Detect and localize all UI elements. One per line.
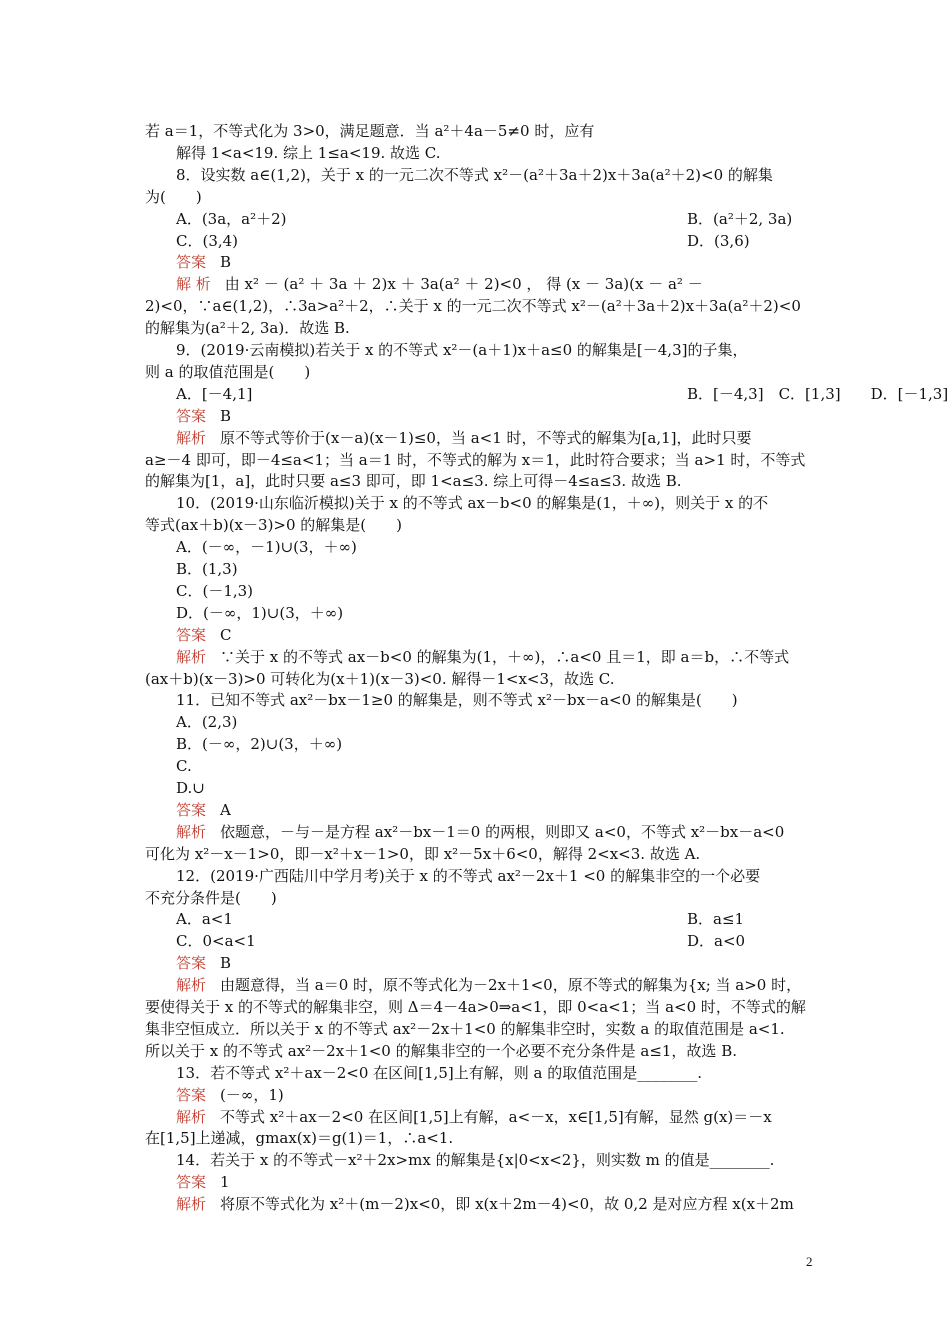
line-text: 13．若不等式 x²＋ax－2<0 在区间[1,5]上有解，则 a 的取值范围是________. [176, 1063, 702, 1082]
analysis-label: 解析 [176, 822, 207, 841]
answer-label: 答案 [176, 954, 207, 973]
text-line [145, 318, 825, 338]
line-text: ∵关于 x 的不等式 ax－b<0 的解集为(1，＋∞)，∴a<0 且＝1，即 a＝b，∴不等式 [220, 647, 790, 666]
line-text: C. [176, 757, 192, 776]
line-text: D.∪ [176, 779, 205, 797]
line-text: 不充分条件是( ) [145, 888, 277, 907]
answer-label: 答案 [176, 406, 207, 425]
line-text: 11．已知不等式 ax²－bx－1≥0 的解集是，则不等式 x²－bx－a<0 的解集是( ) [176, 691, 738, 710]
text-line [176, 537, 856, 557]
text-line [176, 428, 856, 448]
text-line [145, 471, 825, 491]
line-text: B．(－∞，2)∪(3，＋∞) [176, 735, 343, 754]
text-line [145, 515, 825, 535]
line-text: B．(1,3) [176, 560, 238, 578]
line-text: 依题意，－与－是方程 ax²－bx－1＝0 的两根，则即又 a<0，不等式 x²－bx－a<0 [220, 822, 785, 841]
line-text: 14．若关于 x 的不等式－x²＋2x>mx 的解集是{x|0<x<2}，则实数 m 的值是________. [176, 1151, 775, 1170]
line-text: 原不等式等价于(x－a)(x－1)≤0，当 a<1 时，不等式的解集为[a,1]，此时只要 [220, 428, 752, 447]
text-line [176, 165, 856, 185]
line-text: 8．设实数 a∈(1,2)，关于 x 的一元二次不等式 x²－(a²＋3a＋2)x＋3a(a²＋2)<0 的解集 [176, 165, 773, 184]
text-line [176, 1085, 856, 1105]
text-line [176, 625, 856, 645]
option-right-column: B．(a²＋2, 3a) [687, 209, 793, 228]
analysis-label: 解析 [176, 976, 207, 995]
text-line [176, 756, 856, 776]
line-text: A．[－4,1] [176, 384, 253, 403]
line-text: 10．(2019·山东临沂模拟)关于 x 的不等式 ax－b<0 的解集是(1，＋∞)，则关于 x 的不 [176, 494, 769, 513]
text-line [176, 822, 856, 842]
line-text: 集非空恒成立．所以关于 x 的不等式 ax²－2x＋1<0 的解集非空时，实数 a 的取值范围是 a<1. [145, 1019, 785, 1038]
line-text: B [220, 253, 232, 272]
line-text: C．(3,4) [176, 231, 239, 250]
line-text: A．a<1 [176, 910, 233, 929]
line-text: 由题意得，当 a＝0 时，原不等式化为－2x＋1<0，原不等式的解集为{x; 当 a>0 时， [220, 976, 802, 995]
line-text: 在[1,5]上递减，gmax(x)＝g(1)＝1，∴a<1. [145, 1129, 454, 1148]
line-text: 要使得关于 x 的不等式的解集非空，则 Δ＝4－4a>0⇒a<1，即 0<a<1；当 a<0 时，不等式的解 [145, 998, 806, 1016]
line-text: 所以关于 x 的不等式 ax²－2x＋1<0 的解集非空的一个必要不充分条件是 a≤1，故选 B. [145, 1041, 737, 1060]
text-line [145, 669, 825, 689]
line-text: (ax＋b)(x－3)>0 可转化为(x＋1)(x－3)<0. 解得－1<x<3，故选 C. [145, 669, 615, 688]
text-line [176, 690, 856, 710]
text-line [145, 1041, 825, 1061]
text-line [176, 274, 856, 294]
text-line [176, 1150, 856, 1170]
line-text: 的解集为(a²＋2, 3a)．故选 B. [145, 319, 350, 338]
line-text: 不等式 x²＋ax－2<0 在区间[1,5]上有解，a<－x，x∈[1,5]有解，显然 g(x)＝－x [220, 1107, 772, 1126]
text-line [145, 187, 825, 207]
analysis-label: 解析 [176, 428, 207, 447]
line-text: 1 [220, 1173, 230, 1192]
text-line [176, 1194, 856, 1214]
line-text: 可化为 x²－x－1>0，即－x²＋x－1>0，即 x²－5x＋6<0，解得 2<x<3. 故选 A. [145, 844, 701, 863]
line-text: C [220, 625, 232, 644]
text-line [145, 450, 825, 470]
text-line [176, 143, 856, 163]
option-right-column: D．a<0 [687, 932, 746, 951]
text-line [176, 252, 856, 272]
text-line [176, 931, 856, 951]
line-text: B [220, 954, 232, 973]
page-number: 2 [806, 1254, 813, 1269]
analysis-label: 解析 [176, 647, 207, 666]
text-line [176, 559, 856, 579]
text-line [145, 1019, 825, 1039]
line-text: C．0<a<1 [176, 932, 256, 951]
text-line [176, 778, 856, 798]
text-line [176, 1063, 856, 1083]
answer-label: 答案 [176, 253, 207, 272]
text-line [176, 953, 856, 973]
text-line [176, 231, 856, 251]
line-text: 解得 1<a<19. 综上 1≤a<19. 故选 C. [176, 143, 441, 162]
text-line [176, 406, 856, 426]
text-line [176, 209, 856, 229]
text-line [145, 844, 825, 864]
line-text: A [220, 800, 231, 819]
line-text: 12．(2019·广西陆川中学月考)关于 x 的不等式 ax²－2x＋1 <0 的解集非空的一个必要 [176, 866, 761, 885]
text-line [176, 800, 856, 820]
text-line [145, 362, 825, 382]
line-text: 等式(ax＋b)(x－3)>0 的解集是( ) [145, 516, 403, 535]
text-line [176, 603, 856, 623]
text-line [176, 866, 856, 886]
answer-label: 答案 [176, 625, 207, 644]
option-right-column: B．[－4,3] C．[1,3] D．[－1,3] [687, 384, 949, 403]
answer-label: 答案 [176, 1173, 207, 1192]
answer-label: 答案 [176, 1085, 207, 1104]
text-line [176, 340, 856, 360]
line-text: (－∞，1) [220, 1085, 284, 1104]
text-line [176, 909, 856, 929]
line-text: a≥－4 即可，即－4≤a<1；当 a＝1 时，不等式的解为 x＝1，此时符合要求；当 a>1 时，不等式 [145, 450, 806, 469]
line-text: A．(3a，a²＋2) [176, 209, 287, 228]
text-line [145, 296, 825, 316]
analysis-label: 解析 [176, 1107, 207, 1126]
line-text: 由 x² － (a² ＋ 3a ＋ 2)x ＋ 3a(a² ＋ 2)<0 ， 得 (x － 3a)(x － a² － [224, 275, 703, 294]
text-line [176, 975, 856, 995]
text-line [176, 581, 856, 601]
line-text: A．(－∞，－1)∪(3，＋∞) [176, 538, 357, 557]
option-right-column: D．(3,6) [687, 231, 750, 250]
text-line [145, 888, 825, 908]
text-line [145, 1128, 825, 1148]
text-line [176, 734, 856, 754]
line-text: 2)<0，∵a∈(1,2)，∴3a>a²＋2，∴关于 x 的一元二次不等式 x²－(a²＋3a＋2)x＋3a(a²＋2)<0 [145, 297, 801, 316]
line-text: D．(－∞，1)∪(3，＋∞) [176, 603, 344, 622]
text-line [176, 1172, 856, 1192]
line-text: A．(2,3) [176, 713, 238, 732]
text-line [176, 712, 856, 732]
line-text: C．(－1,3) [176, 581, 254, 600]
line-text: 则 a 的取值范围是( ) [145, 362, 311, 381]
answer-label: 答案 [176, 800, 207, 819]
option-right-column: B．a≤1 [687, 910, 745, 929]
line-text: 若 a＝1，不等式化为 3>0，满足题意．当 a²＋4a－5≠0 时，应有 [145, 122, 595, 140]
analysis-label: 解 析 [176, 275, 211, 294]
text-line [176, 384, 949, 404]
line-text: 9．(2019·云南模拟)若关于 x 的不等式 x²－(a＋1)x＋a≤0 的解集是[－4,3]的子集， [176, 341, 748, 359]
line-text: 为( ) [145, 187, 202, 206]
line-text: 将原不等式化为 x²＋(m－2)x<0，即 x(x＋2m－4)<0，故 0,2 是对应方程 x(x＋2m [220, 1195, 794, 1214]
text-line [176, 493, 856, 513]
text-line [145, 997, 825, 1017]
text-line [176, 1107, 856, 1127]
analysis-label: 解析 [176, 1195, 207, 1214]
line-text: B [220, 406, 232, 425]
text-line [145, 121, 825, 141]
line-text: 的解集为[1，a]，此时只要 a≤3 即可，即 1<a≤3. 综上可得－4≤a≤3. 故选 B. [145, 472, 682, 491]
text-line [176, 647, 856, 667]
